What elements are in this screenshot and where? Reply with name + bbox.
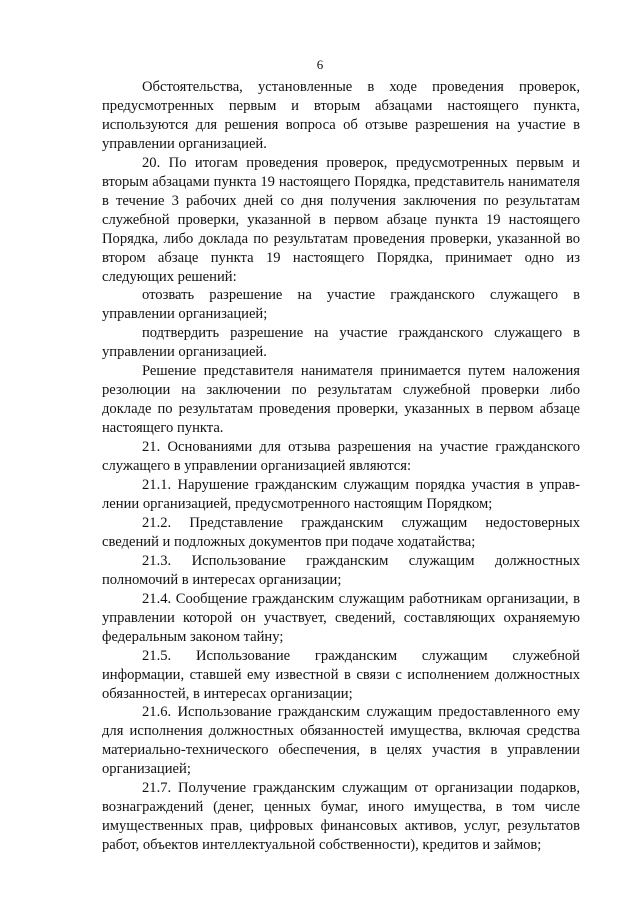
paragraph-21-4: 21.4. Сообщение гражданским служащим работникам организации, в управлении которой он участвует, сведений, составляющих охраняемую федеральным законом тайну;: [102, 590, 580, 645]
paragraph-21-3: 21.3. Использование гражданским служащим должностных полномочий в интересах организации;: [102, 552, 580, 588]
paragraph-21-1: 21.1. Нарушение гражданским служащим порядка участия в управлении организацией, предусмотренного настоящим Порядком;: [102, 477, 580, 512]
paragraph-21-7: 21.7. Получение гражданским служащим от организации подарков, вознаграждений (денег, ценных бумаг, иного имущества, в том числе имущественных прав, цифровых финансовых активов, услуг, результатов работ, объектов интеллектуальной собственности), кредитов и займов;: [102, 780, 580, 854]
paragraph-21: 21. Основаниями для отзыва разрешения на участие гражданского служащего в управлении организацией являются:: [102, 439, 580, 475]
paragraph-21-2: 21.2. Представление гражданским служащим недостоверных сведений и подложных документов при подаче ходатайства;: [102, 514, 580, 550]
paragraph-20: 20. По итогам проведения проверок, предусмотренных первым и вторым абзацами пункта 19 настоящего Порядка, представитель нанимателя в течение 3 рабочих дней со дня получения заключения по результатам служебной проверки, указанной в первом абзаце пункта 19 настоящего Порядка, либо доклада по результатам проведения проверки, указанной во втором абзаце пункта 19 настоящего Порядка, принимает одно из следующих решений:: [102, 154, 580, 285]
paragraph-21-5: 21.5. Использование гражданским служащим служебной информации, ставшей ему известной в связи с исполнением должностных обязанностей, в интересах организации;: [102, 647, 580, 702]
paragraph-21-6: 21.6. Использование гражданским служащим предоставленного ему для исполнения должностных обязанностей имущества, включая средства материально-технического обеспечения, в целях участия в управлении организацией;: [102, 704, 580, 778]
paragraph-confirm-option: подтвердить разрешение на участие гражданского служащего в управлении организацией.: [102, 325, 580, 361]
paragraph-circumstances: Обстоятельства, установленные в ходе проведения проверок, предусмотренных первым и вторым абзацами настоящего пункта, используются для решения вопроса об отзыве разрешения на участие в управлении организацией.: [102, 79, 580, 152]
page-number: 6: [316, 57, 324, 72]
paragraph-revoke-option: отозвать разрешение на участие гражданского служащего в управлении организацией;: [102, 287, 580, 323]
document-body: [102, 78, 580, 855]
paragraph-decision: Решение представителя нанимателя принимается путем наложения резолюции на заключении по результатам служебной проверки либо докладе по результатам проведения проверки, указанных в первом абзаце настоящего пункта.: [102, 363, 580, 437]
